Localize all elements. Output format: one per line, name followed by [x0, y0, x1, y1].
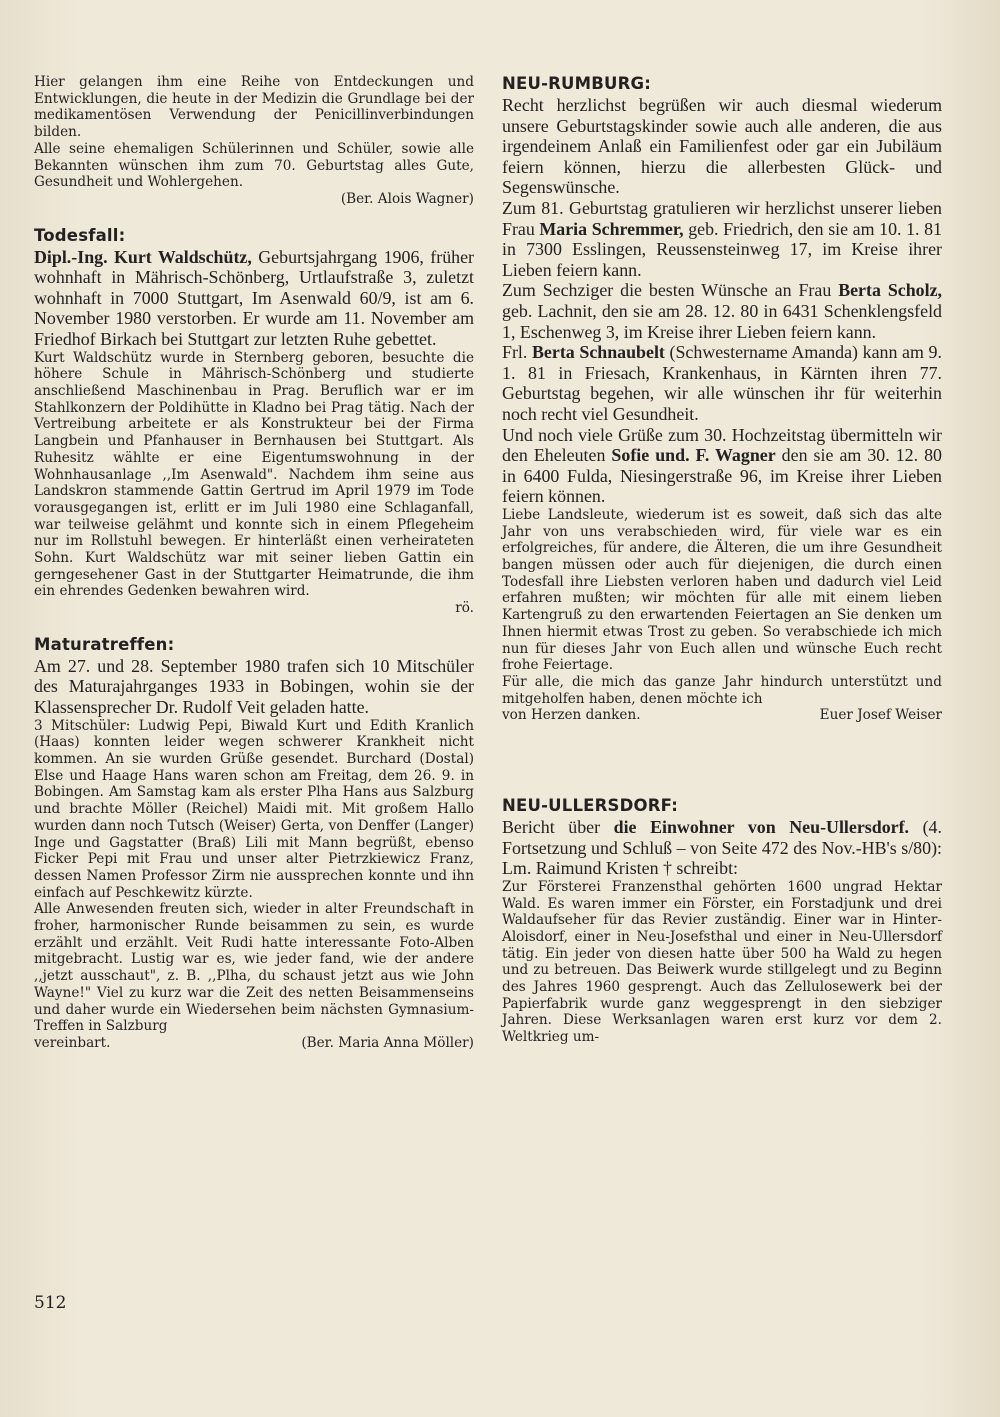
neu-rumburg-closing-line — [502, 707, 942, 724]
right-column — [502, 74, 942, 1046]
neu-rumburg-paragraph-3 — [502, 280, 942, 342]
matura-closing-line — [34, 1035, 474, 1052]
matura-body-1: 3 Mitschüler: Ludwig Pepi, Biwald Kurt und Edith Kranlich (Haas) konnten leider wegen schwerer Krankheit nicht kommen. An sie wurden Grüße gesendet. Burchard (Dostal) Else und Haage Hans waren schon am Freitag, dem 26. 9. in Bobingen. Am Samstag kam als erster Plha Hans aus Salzburg und brachte Möller (Reichel) Maidi mit. Mit großem Hallo wurden dann noch Tutsch (Weiser) Gerta, von Denffer (Langer) Inge und Gagstatter (Braß) Lili mit Mann begrüßt, ebenso Ficker Pepi mit Frau und unser alter Pietrzkiewicz Franz, dessen Namen Professor Zirm nie aussprechen konnte und ihn einfach auf Peschkewitz kürzte. — [34, 717, 474, 901]
p3-name: Berta Scholz, — [838, 280, 942, 301]
p5-name: Sofie und. F. Wagner — [611, 445, 776, 466]
ullersdorf-lead-bold: die Einwohner von Neu-Ullersdorf. — [613, 817, 910, 838]
intro-paragraph-1: Hier gelangen ihm eine Reihe von Entdeckungen und Entwicklungen, die heute in der Medizin die Grundlage bei der medikamentösen Verwendung der Penicillinverbindungen bilden. — [34, 74, 474, 141]
neu-ullersdorf-heading: NEU-ULLERSDORF: — [502, 796, 679, 816]
matura-heading: Maturatreffen: — [34, 634, 175, 654]
neu-rumburg-paragraph-2 — [502, 198, 942, 280]
intro-signature: (Ber. Alois Wagner) — [340, 190, 474, 207]
p4-post: (Schwestername Amanda) kann am 9. 1. 81 in Friesach, Krankenhaus, in Kärnten ihren 77. Geburtstag begehen, wir alle wünschen ihr für weiterhin noch recht viel Gesundheit. — [502, 342, 942, 424]
todesfall-signature: rö. — [455, 600, 474, 617]
todesfall-lead-text: Geburtsjahrgang 1906, früher wohnhaft in Mährisch-Schönberg, Urtlaufstraße 3, zuletzt wohnhaft in 7000 Stuttgart, Im Asenwald 60/9, ist am 6. November 1980 verstorben. Er wurde am 11. November am Friedhof Birkach bei Stuttgart zur letzten Ruhe gebettet. — [34, 246, 474, 349]
ullersdorf-lead-pre: Bericht über — [502, 817, 614, 838]
todesfall-lead-name: Dipl.-Ing. Kurt Waldschütz, — [34, 246, 252, 267]
todesfall-body: Kurt Waldschütz wurde in Sternberg geboren, besuchte die höhere Schule in Mährisch-Schönberg und studierte anschließend Maschinenbau in Prag. Beruflich war er im Stahlkonzern der Poldihütte in Kladno bei Prag tätig. Nach der Vertreibung arbeitete er als Konstrukteur bei der Firma Langbein und Pfanhauser in Bernhausen bei Stuttgart. Als Ruhesitz wählte er eine Eigentumswohnung in der Wohnhausanlage ,,Im Asenwald". Nachdem ihm seine aus Landskron stammende Gattin Gertrud im April 1979 im Tode vorausgegangen ist, erlitt er im Juli 1980 eine Schlaganfall, war teilweise gelähmt und konnte sich in einem Pflegeheim nur im Rollstuhl bewegen. Er hinterläßt einen verheirateten Sohn. Kurt Waldschütz war mit seiner lieben Gattin ein gerngesehener Gast in der Stuttgarter Heimatrunde, die ihm ein ehrendes Gedenken bewahren wird. — [34, 349, 474, 600]
neu-rumburg-paragraph-1: Recht herzlichst begrüßen wir auch diesmal wiederum unsere Geburtstagskinder sowie auch alle anderen, die aus irgendeinem Anlaß ein Familienfest oder gar ein Jubiläum feiern können, hierzu die allerbesten Glück- und Segenswünsche. — [502, 95, 942, 198]
left-column — [34, 74, 474, 1052]
neu-rumburg-heading: NEU-RUMBURG: — [502, 74, 652, 93]
todesfall-lead — [34, 247, 474, 350]
matura-body-2: Alle Anwesenden freuten sich, wieder in alter Freundschaft in froher, harmonischer Runde beisammen zu sein, es wurde erzählt und erzählt. Veit Rudi hatte interessante Foto-Alben mitgebracht. Lustig war es, wie jeder fand, wie der andere ,,jetzt ausschaut", z. B. ,,Plha, du schaust jetzt aus wie John Wayne!" Viel zu kurz war die Zeit des netten Beisammenseins und daher wurde ein Wiedersehen beim nächsten Gymnasium-Treffen in Salzburg — [34, 901, 474, 1035]
neu-ullersdorf-lead — [502, 817, 942, 879]
neu-rumburg-signature: Euer Josef Weiser — [819, 707, 942, 724]
neu-rumburg-paragraph-4 — [502, 342, 942, 424]
p2-pre: Zum 81. Geburtstag gratulieren wir herzlichst unserer lieben Frau — [502, 197, 942, 239]
p5-post: den sie am 30. 12. 80 in 6400 Fulda, Niesingerstraße 96, im Kreise ihrer Lieben feiern können. — [502, 445, 942, 507]
neu-rumburg-last-line: von Herzen danken. — [502, 707, 641, 724]
neu-rumburg-paragraph-5 — [502, 425, 942, 507]
todesfall-heading: Todesfall: — [34, 225, 126, 245]
p2-name: Maria Schremmer, — [539, 218, 684, 239]
matura-lead: Am 27. und 28. September 1980 trafen sich 10 Mitschüler des Maturajahrganges 1933 in Bobingen, wohin sie der Klassensprecher Dr. Rudolf Veit geladen hatte. — [34, 655, 474, 718]
matura-last-line: vereinbart. — [34, 1034, 111, 1051]
intro-paragraph-2: Alle seine ehemaligen Schülerinnen und Schüler, sowie alle Bekannten wünschen ihm zum 70. Geburtstag alles Gute, Gesundheit und Wohlergehen. — [34, 140, 474, 191]
matura-signature: (Ber. Maria Anna Möller) — [301, 1034, 474, 1051]
section-gap — [502, 724, 942, 778]
p4-pre: Frl. — [502, 342, 532, 363]
p3-post: geb. Lachnit, den sie am 28. 12. 80 in 6431 Schenklengsfeld 1, Eschenweg 3, im Kreise ihrer Lieben feiern kann. — [502, 300, 942, 342]
p4-name: Berta Schnaubelt — [532, 342, 665, 363]
p2-post: geb. Friedrich, den sie am 10. 1. 81 in 7300 Esslingen, Reussensteinweg 17, im Kreise ihrer Lieben feiern kann. — [502, 218, 942, 280]
page-number: 512 — [34, 1293, 67, 1313]
p5-pre: Und noch viele Grüße zum 30. Hochzeitstag übermitteln wir den Eheleuten — [502, 424, 942, 466]
neu-rumburg-greeting-2: Für alle, die mich das ganze Jahr hindurch unterstützt und mitgeholfen haben, denen möchte ich — [502, 673, 942, 707]
neu-rumburg-greeting-1: Liebe Landsleute, wiederum ist es soweit, daß sich das alte Jahr von uns verabschieden wird, für viele war es ein erfolgreiches, für andere, die Älteren, die um ihre Gesundheit bangen müssen oder auch für diejenigen, die durch einen Todesfall ihre Liebsten verloren haben und dadurch viel Leid erfahren mußten; wir möchten für alle mit einem lieben Kartengruß zu den erwartenden Feiertagen an Sie denken um Ihnen hiermit etwas Trost zu geben. So verabschiede ich mich nun für dieses Jahr von Euch allen und wünsche Euch recht frohe Feiertage. — [502, 506, 942, 674]
p3-pre: Zum Sechziger die besten Wünsche an Frau — [502, 280, 839, 301]
ullersdorf-lead-post: (4. Fortsetzung und Schluß – von Seite 472 des Nov.-HB's s/80): Lm. Raimund Kristen † schreibt: — [502, 817, 942, 879]
neu-ullersdorf-body: Zur Försterei Franzensthal gehörten 1600 ungrad Hektar Wald. Es waren immer ein Förster, ein Forstadjunk und drei Waldaufseher für das Revier zuständig. Einer war in Hinter-Aloisdorf, einer in Neu-Josefsthal und einer in Neu-Ullersdorf tätig. Ein jeder von diesen hatte über 500 ha Wald zu hegen und zu betreuen. Das Beiwerk wurde stillgelegt und zu Beginn des Jahres 1960 gesprengt. Auch das Zellulosewerk bei der Papierfabrik wurde ganz weggesprengt in den siebziger Jahren. Diese Werksanlagen waren erst kurz vor dem 2. Weltkrieg um- — [502, 878, 942, 1046]
